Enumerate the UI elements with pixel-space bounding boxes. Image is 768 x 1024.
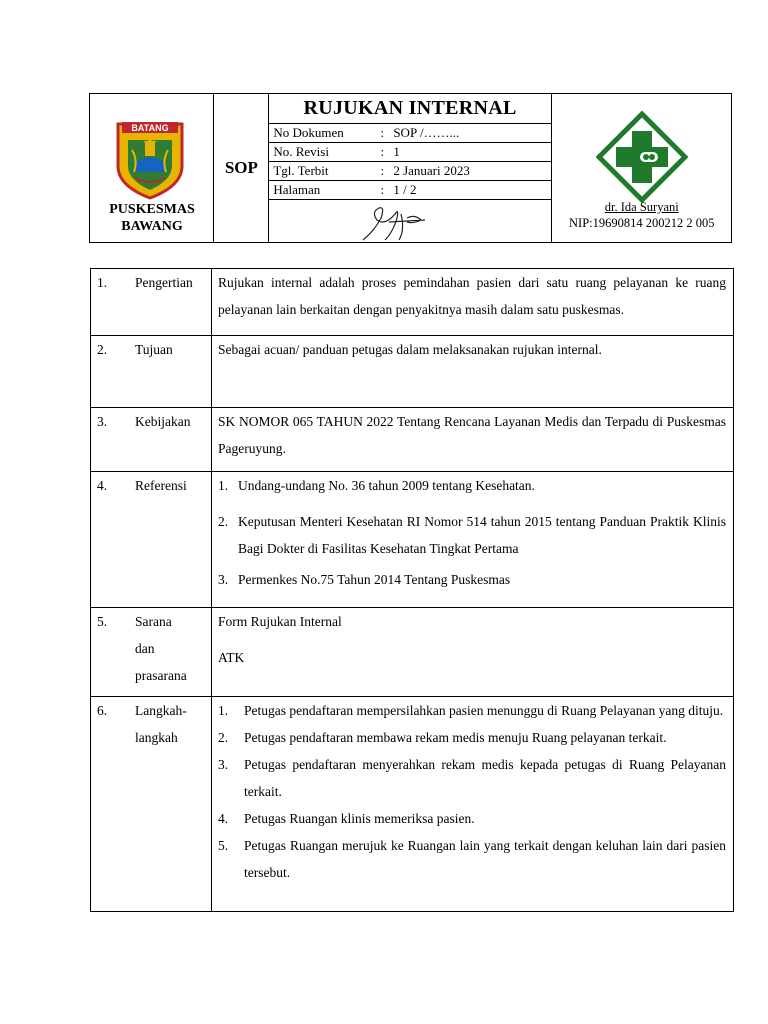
signer-nip: NIP:19690814 200212 2 005 <box>569 216 715 230</box>
row-label: Tujuan <box>135 336 212 408</box>
row-number: 6. <box>91 697 136 912</box>
row-label: Sarana dan prasarana <box>135 608 212 697</box>
facility-name-line1: PUSKESMAS <box>109 202 195 217</box>
table-row <box>91 472 734 608</box>
list-item: 1. Undang-undang No. 36 tahun 2009 tentang Kesehatan. <box>218 478 535 493</box>
batang-regency-logo <box>114 120 186 200</box>
puskesmas-logo-icon <box>596 111 688 203</box>
table-row <box>91 608 734 697</box>
document-meta <box>269 94 551 243</box>
list-item: 4. Petugas Ruangan klinis memeriksa pasien. <box>218 811 475 826</box>
meta-row-halaman: Halaman : 1 / 2 <box>269 181 550 200</box>
meta-row-no-dokumen: No Dokumen : SOP /……... <box>269 124 550 143</box>
row-content: SK NOMOR 065 TAHUN 2022 Tentang Rencana Layanan Medis dan Terpadu di Puskesmas Pageruyung. <box>212 408 734 472</box>
document-title: RUJUKAN INTERNAL <box>269 94 550 124</box>
row-content <box>212 608 734 697</box>
row-content: Rujukan internal adalah proses pemindahan pasien dari satu ruang pelayanan ke ruang pelayanan lain berkaitan dengan penyakitnya masih dalam satu puskesmas. <box>212 269 734 336</box>
row-label: Langkah- langkah <box>135 697 212 912</box>
list-item: Form Rujukan Internal <box>218 614 342 629</box>
svg-text:BATANG: BATANG <box>131 123 169 133</box>
facility-name-line2: BAWANG <box>121 219 183 234</box>
list-item: 3. Permenkes No.75 Tahun 2014 Tentang Puskesmas <box>218 572 511 587</box>
table-row <box>91 336 734 408</box>
list-item: 3. Petugas pendaftaran menyerahkan rekam medis kepada petugas di Ruang Pelayanan terkait. <box>218 757 726 799</box>
table-row <box>91 697 734 912</box>
meta-row-tgl-terbit: Tgl. Terbit : 2 Januari 2023 <box>269 162 550 181</box>
sop-label: SOP <box>214 94 269 243</box>
row-label: Kebijakan <box>135 408 212 472</box>
table-row <box>91 408 734 472</box>
row-number: 2. <box>91 336 136 408</box>
facility-cell <box>90 94 214 243</box>
signer-name: dr. Ida Suryani <box>604 200 679 214</box>
row-number: 5. <box>91 608 136 697</box>
sop-content-table <box>90 268 734 912</box>
row-number: 1. <box>91 269 136 336</box>
row-number: 3. <box>91 408 136 472</box>
row-content <box>212 697 734 912</box>
row-content: Sebagai acuan/ panduan petugas dalam melaksanakan rujukan internal. <box>212 336 734 408</box>
list-item: 2. Petugas pendaftaran membawa rekam medis menuju Ruang pelayanan terkait. <box>218 730 667 745</box>
row-label: Pengertian <box>135 269 212 336</box>
meta-row-no-revisi: No. Revisi : 1 <box>269 143 550 162</box>
row-number: 4. <box>91 472 136 608</box>
list-item: ATK <box>218 650 245 665</box>
table-row <box>91 269 734 336</box>
list-item: 1. Petugas pendaftaran mempersilahkan pasien menunggu di Ruang Pelayanan yang dituju. <box>218 703 724 718</box>
document-header <box>89 93 732 243</box>
approval-cell <box>551 94 731 243</box>
row-label: Referensi <box>135 472 212 608</box>
list-item: 5. Petugas Ruangan merujuk ke Ruangan lain yang terkait dengan keluhan lain dari pasien tersebut. <box>218 838 726 880</box>
signature-icon <box>355 200 445 244</box>
row-content <box>212 472 734 608</box>
signature-area <box>269 200 550 241</box>
list-item: 2. Keputusan Menteri Kesehatan RI Nomor 514 tahun 2015 tentang Panduan Praktik Klinis Bagi Dokter di Fasilitas Kesehatan Tingkat Pertama <box>218 514 726 556</box>
